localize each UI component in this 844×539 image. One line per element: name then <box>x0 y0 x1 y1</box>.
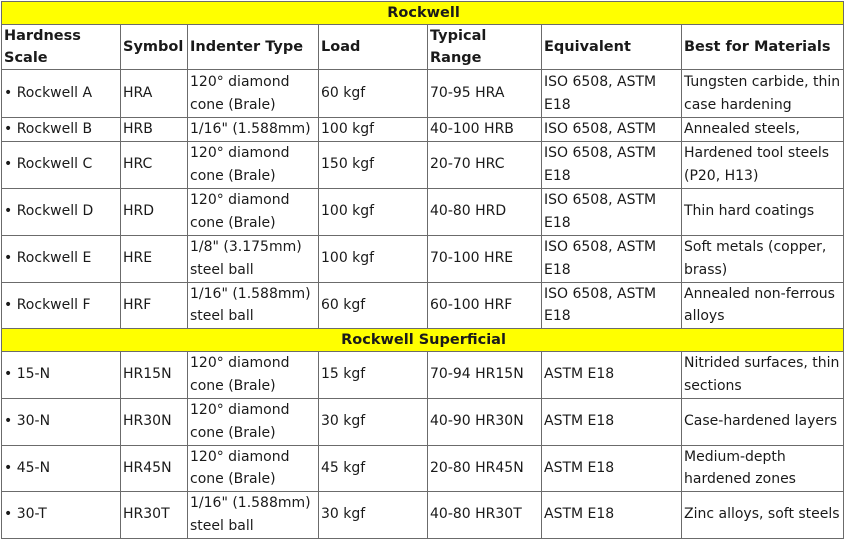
table-row <box>2 491 844 538</box>
cell-load: 100 kgf <box>319 235 428 282</box>
header-indenter-type: Indenter Type <box>188 25 319 70</box>
cell-symbol: HR45N <box>121 445 188 491</box>
section-header-rockwell-superficial <box>2 328 844 351</box>
section-header-rockwell <box>2 2 844 25</box>
cell-indenter: 120° diamond cone (Brale) <box>188 351 319 398</box>
section-title: Rockwell Superficial <box>2 328 844 351</box>
cell-range: 40-80 HR30T <box>428 491 542 538</box>
cell-scale: • 30-N <box>2 398 121 445</box>
cell-load: 15 kgf <box>319 351 428 398</box>
cell-load: 100 kgf <box>319 118 428 142</box>
cell-materials: Medium-depth hardened zones <box>682 445 844 491</box>
cell-load: 30 kgf <box>319 491 428 538</box>
cell-scale: • 30-T <box>2 491 121 538</box>
cell-equivalent: ISO 6508, ASTM E18 <box>542 188 682 235</box>
cell-materials: Soft metals (copper, brass) <box>682 235 844 282</box>
cell-equivalent: ASTM E18 <box>542 398 682 445</box>
cell-indenter: 120° diamond cone (Brale) <box>188 70 319 118</box>
table-row <box>2 445 844 491</box>
cell-range: 70-94 HR15N <box>428 351 542 398</box>
cell-symbol: HR30T <box>121 491 188 538</box>
cell-load: 30 kgf <box>319 398 428 445</box>
cell-range: 70-95 HRA <box>428 70 542 118</box>
cell-symbol: HRC <box>121 141 188 188</box>
cell-scale: • Rockwell F <box>2 282 121 328</box>
cell-indenter: 1/16" (1.588mm) steel ball <box>188 491 319 538</box>
header-hardness-scale: Hardness Scale <box>2 25 121 70</box>
cell-range: 60-100 HRF <box>428 282 542 328</box>
cell-materials: Annealed non-ferrous alloys <box>682 282 844 328</box>
cell-scale: • 45-N <box>2 445 121 491</box>
cell-symbol: HR30N <box>121 398 188 445</box>
cell-equivalent: ISO 6508, ASTM E18 <box>542 282 682 328</box>
cell-materials: Case-hardened layers <box>682 398 844 445</box>
table-row <box>2 282 844 328</box>
cell-equivalent: ISO 6508, ASTM E18 <box>542 141 682 188</box>
column-header-row <box>2 25 844 70</box>
cell-equivalent: ASTM E18 <box>542 351 682 398</box>
cell-load: 100 kgf <box>319 188 428 235</box>
cell-scale: • Rockwell E <box>2 235 121 282</box>
table-row <box>2 188 844 235</box>
cell-materials: Annealed steels, <box>682 118 844 142</box>
cell-indenter: 120° diamond cone (Brale) <box>188 445 319 491</box>
cell-load: 60 kgf <box>319 282 428 328</box>
header-best-for-materials: Best for Materials <box>682 25 844 70</box>
cell-indenter: 1/16" (1.588mm) steel ball <box>188 282 319 328</box>
cell-load: 150 kgf <box>319 141 428 188</box>
cell-symbol: HR15N <box>121 351 188 398</box>
cell-equivalent: ASTM E18 <box>542 445 682 491</box>
cell-range: 40-80 HRD <box>428 188 542 235</box>
cell-indenter: 120° diamond cone (Brale) <box>188 398 319 445</box>
cell-symbol: HRE <box>121 235 188 282</box>
table-row <box>2 118 844 142</box>
cell-equivalent: ISO 6508, ASTM E18 <box>542 70 682 118</box>
cell-load: 60 kgf <box>319 70 428 118</box>
cell-load: 45 kgf <box>319 445 428 491</box>
cell-symbol: HRF <box>121 282 188 328</box>
cell-range: 70-100 HRE <box>428 235 542 282</box>
cell-scale: • 15-N <box>2 351 121 398</box>
cell-scale: • Rockwell D <box>2 188 121 235</box>
header-load: Load <box>319 25 428 70</box>
cell-materials: Zinc alloys, soft steels <box>682 491 844 538</box>
cell-symbol: HRD <box>121 188 188 235</box>
section-title: Rockwell <box>2 2 844 25</box>
cell-symbol: HRB <box>121 118 188 142</box>
cell-scale: • Rockwell B <box>2 118 121 142</box>
cell-materials: Hardened tool steels (P20, H13) <box>682 141 844 188</box>
cell-indenter: 1/8" (3.175mm) steel ball <box>188 235 319 282</box>
cell-materials: Nitrided surfaces, thin sections <box>682 351 844 398</box>
cell-equivalent: ISO 6508, ASTM <box>542 118 682 142</box>
header-equivalent: Equivalent <box>542 25 682 70</box>
table-row <box>2 235 844 282</box>
cell-materials: Thin hard coatings <box>682 188 844 235</box>
header-symbol: Symbol <box>121 25 188 70</box>
hardness-table <box>1 1 844 539</box>
table-row <box>2 141 844 188</box>
cell-range: 20-70 HRC <box>428 141 542 188</box>
cell-indenter: 120° diamond cone (Brale) <box>188 141 319 188</box>
cell-scale: • Rockwell C <box>2 141 121 188</box>
cell-range: 40-100 HRB <box>428 118 542 142</box>
cell-indenter: 1/16" (1.588mm) <box>188 118 319 142</box>
cell-scale: • Rockwell A <box>2 70 121 118</box>
cell-indenter: 120° diamond cone (Brale) <box>188 188 319 235</box>
table-row <box>2 351 844 398</box>
table-row <box>2 398 844 445</box>
header-typical-range: Typical Range <box>428 25 542 70</box>
cell-equivalent: ASTM E18 <box>542 491 682 538</box>
cell-range: 20-80 HR45N <box>428 445 542 491</box>
cell-symbol: HRA <box>121 70 188 118</box>
cell-range: 40-90 HR30N <box>428 398 542 445</box>
table-row <box>2 70 844 118</box>
cell-materials: Tungsten carbide, thin case hardening <box>682 70 844 118</box>
cell-equivalent: ISO 6508, ASTM E18 <box>542 235 682 282</box>
